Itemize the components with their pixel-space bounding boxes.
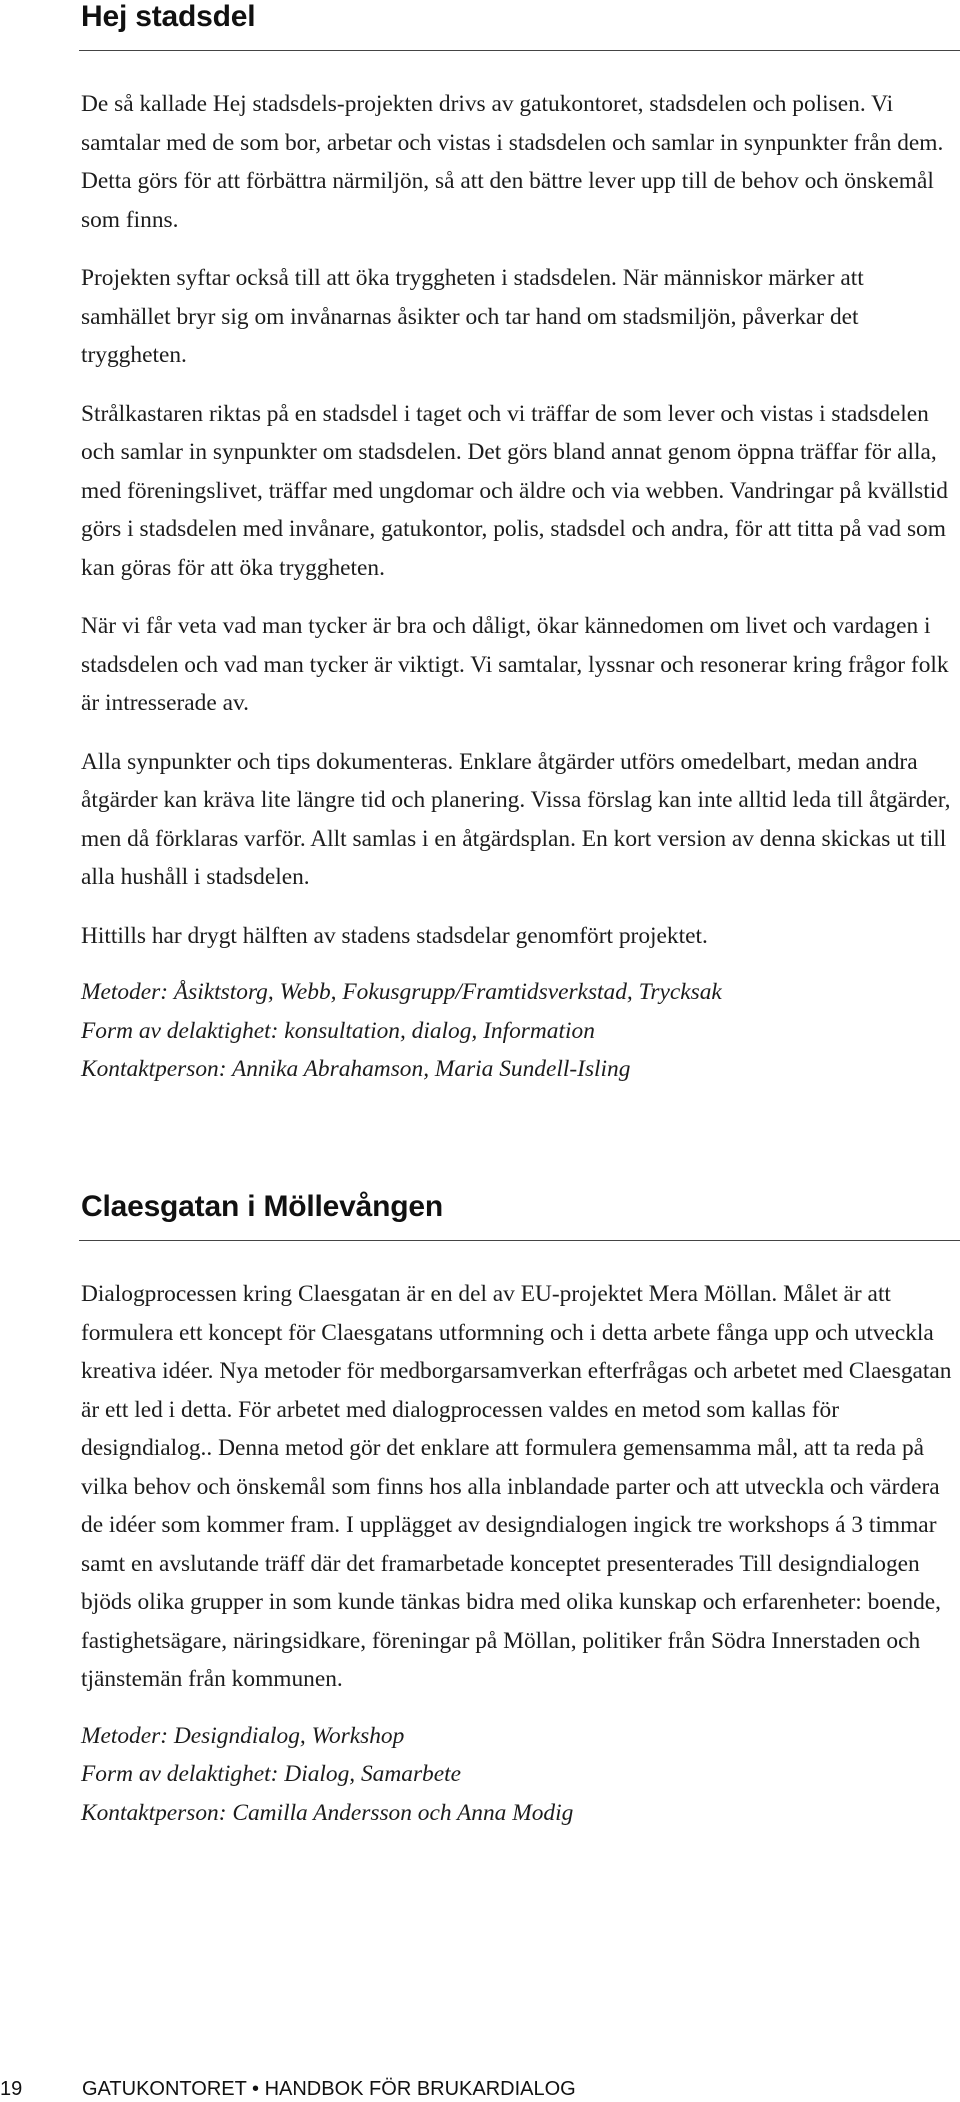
page-number: 19 [0,2078,23,2100]
paragraph: Projekten syftar också till att öka tryggheten i stadsdelen. När människor märker att samhället bryr sig om invånarnas åsikter och tar hand om stadsmiljön, påverkar det tryggheten. [81,265,864,368]
section-divider [79,1240,960,1241]
section-body-claesgatan [81,1275,956,1832]
paragraph: När vi får veta vad man tycker är bra och dåligt, ökar kännedomen om livet och vardagen i stadsdelen och vad man tycker är viktigt. Vi samtalar, lyssnar och resonerar kring frågor folk är intresserade av. [81,613,949,716]
section-body-hej-stadsdel [81,85,956,1089]
section-divider [79,50,960,51]
project-meta [81,973,956,1089]
paragraph: Dialogprocessen kring Claesgatan är en del av EU-projektet Mera Möllan. Målet är att formulera ett koncept för Claesgatans utformning och i detta arbete fånga upp och utveckla kreativa idéer. Nya metoder för medborgarsamverkan efterfrågas och arbetet med Claesgatan är ett led i detta. För arbetet med dialogprocessen valdes en metod som kallas för designdialog.. Denna metod gör det enklare att formulera gemensamma mål, att ta reda på vilka behov och önskemål som finns hos alla inblandade parter och att utveckla och värdera de idéer som kommer fram. I upplägget av designdialogen ingick tre workshops á 3 timmar samt en avslutande träff där det framarbetade konceptet presenterades Till designdialogen bjöds olika grupper in som kunde tänkas bidra med olika kunskap och erfarenheter: boende, fastighetsägare, näringsidkare, föreningar på Möllan, politiker från Södra Innerstaden och tjänstemän från kommunen. [81,1281,952,1692]
footer-label: GATUKONTORET • HANDBOK FÖR BRUKARDIALOG [82,2078,576,2100]
paragraph: De så kallade Hej stadsdels-projekten drivs av gatukontoret, stadsdelen och polisen. Vi samtalar med de som bor, arbetar och vistas i stadsdelen och samlar in synpunkter från dem. Detta görs för att förbättra närmiljön, så att den bättre lever upp till de behov och önskemål som finns. [81,91,944,233]
meta-participation: Form av delaktighet: konsultation, dialog, Information [81,1017,595,1044]
meta-contact: Kontaktperson: Annika Abrahamson, Maria Sundell-Isling [81,1056,631,1082]
section-title-hej-stadsdel: Hej stadsdel [81,0,256,33]
paragraph: Strålkastaren riktas på en stadsdel i taget och vi träffar de som lever och vistas i stadsdelen och samlar in synpunkter om stadsdelen. Det görs bland annat genom öppna träffar för alla, med föreningslivet, träffar med ungdomar och äldre och via webben. Vandringar på kvällstid görs i stadsdelen med invånare, gatukontor, polis, stadsdel och andra, för att titta på vad som kan göras för att öka tryggheten. [81,400,948,581]
paragraph: Hittills har drygt hälften av stadens stadsdelar genomfört projektet. [81,922,708,949]
meta-methods: Metoder: Åsiktstorg, Webb, Fokusgrupp/Framtidsverkstad, Trycksak [81,979,722,1005]
paragraph: Alla synpunkter och tips dokumenteras. Enklare åtgärder utförs omedelbart, medan andra åtgärder kan kräva lite längre tid och planering. Vissa förslag kan inte alltid leda till åtgärder, men då förklaras varför. Allt samlas i en åtgärdsplan. En kort version av denna skickas ut till alla hushåll i stadsdelen. [81,748,951,890]
section-title-claesgatan: Claesgatan i Möllevången [81,1190,443,1223]
meta-participation: Form av delaktighet: Dialog, Samarbete [81,1761,462,1787]
meta-contact: Kontaktperson: Camilla Andersson och Anna Modig [81,1799,574,1826]
meta-methods: Metoder: Designdialog, Workshop [81,1722,405,1749]
project-meta [81,1717,956,1833]
